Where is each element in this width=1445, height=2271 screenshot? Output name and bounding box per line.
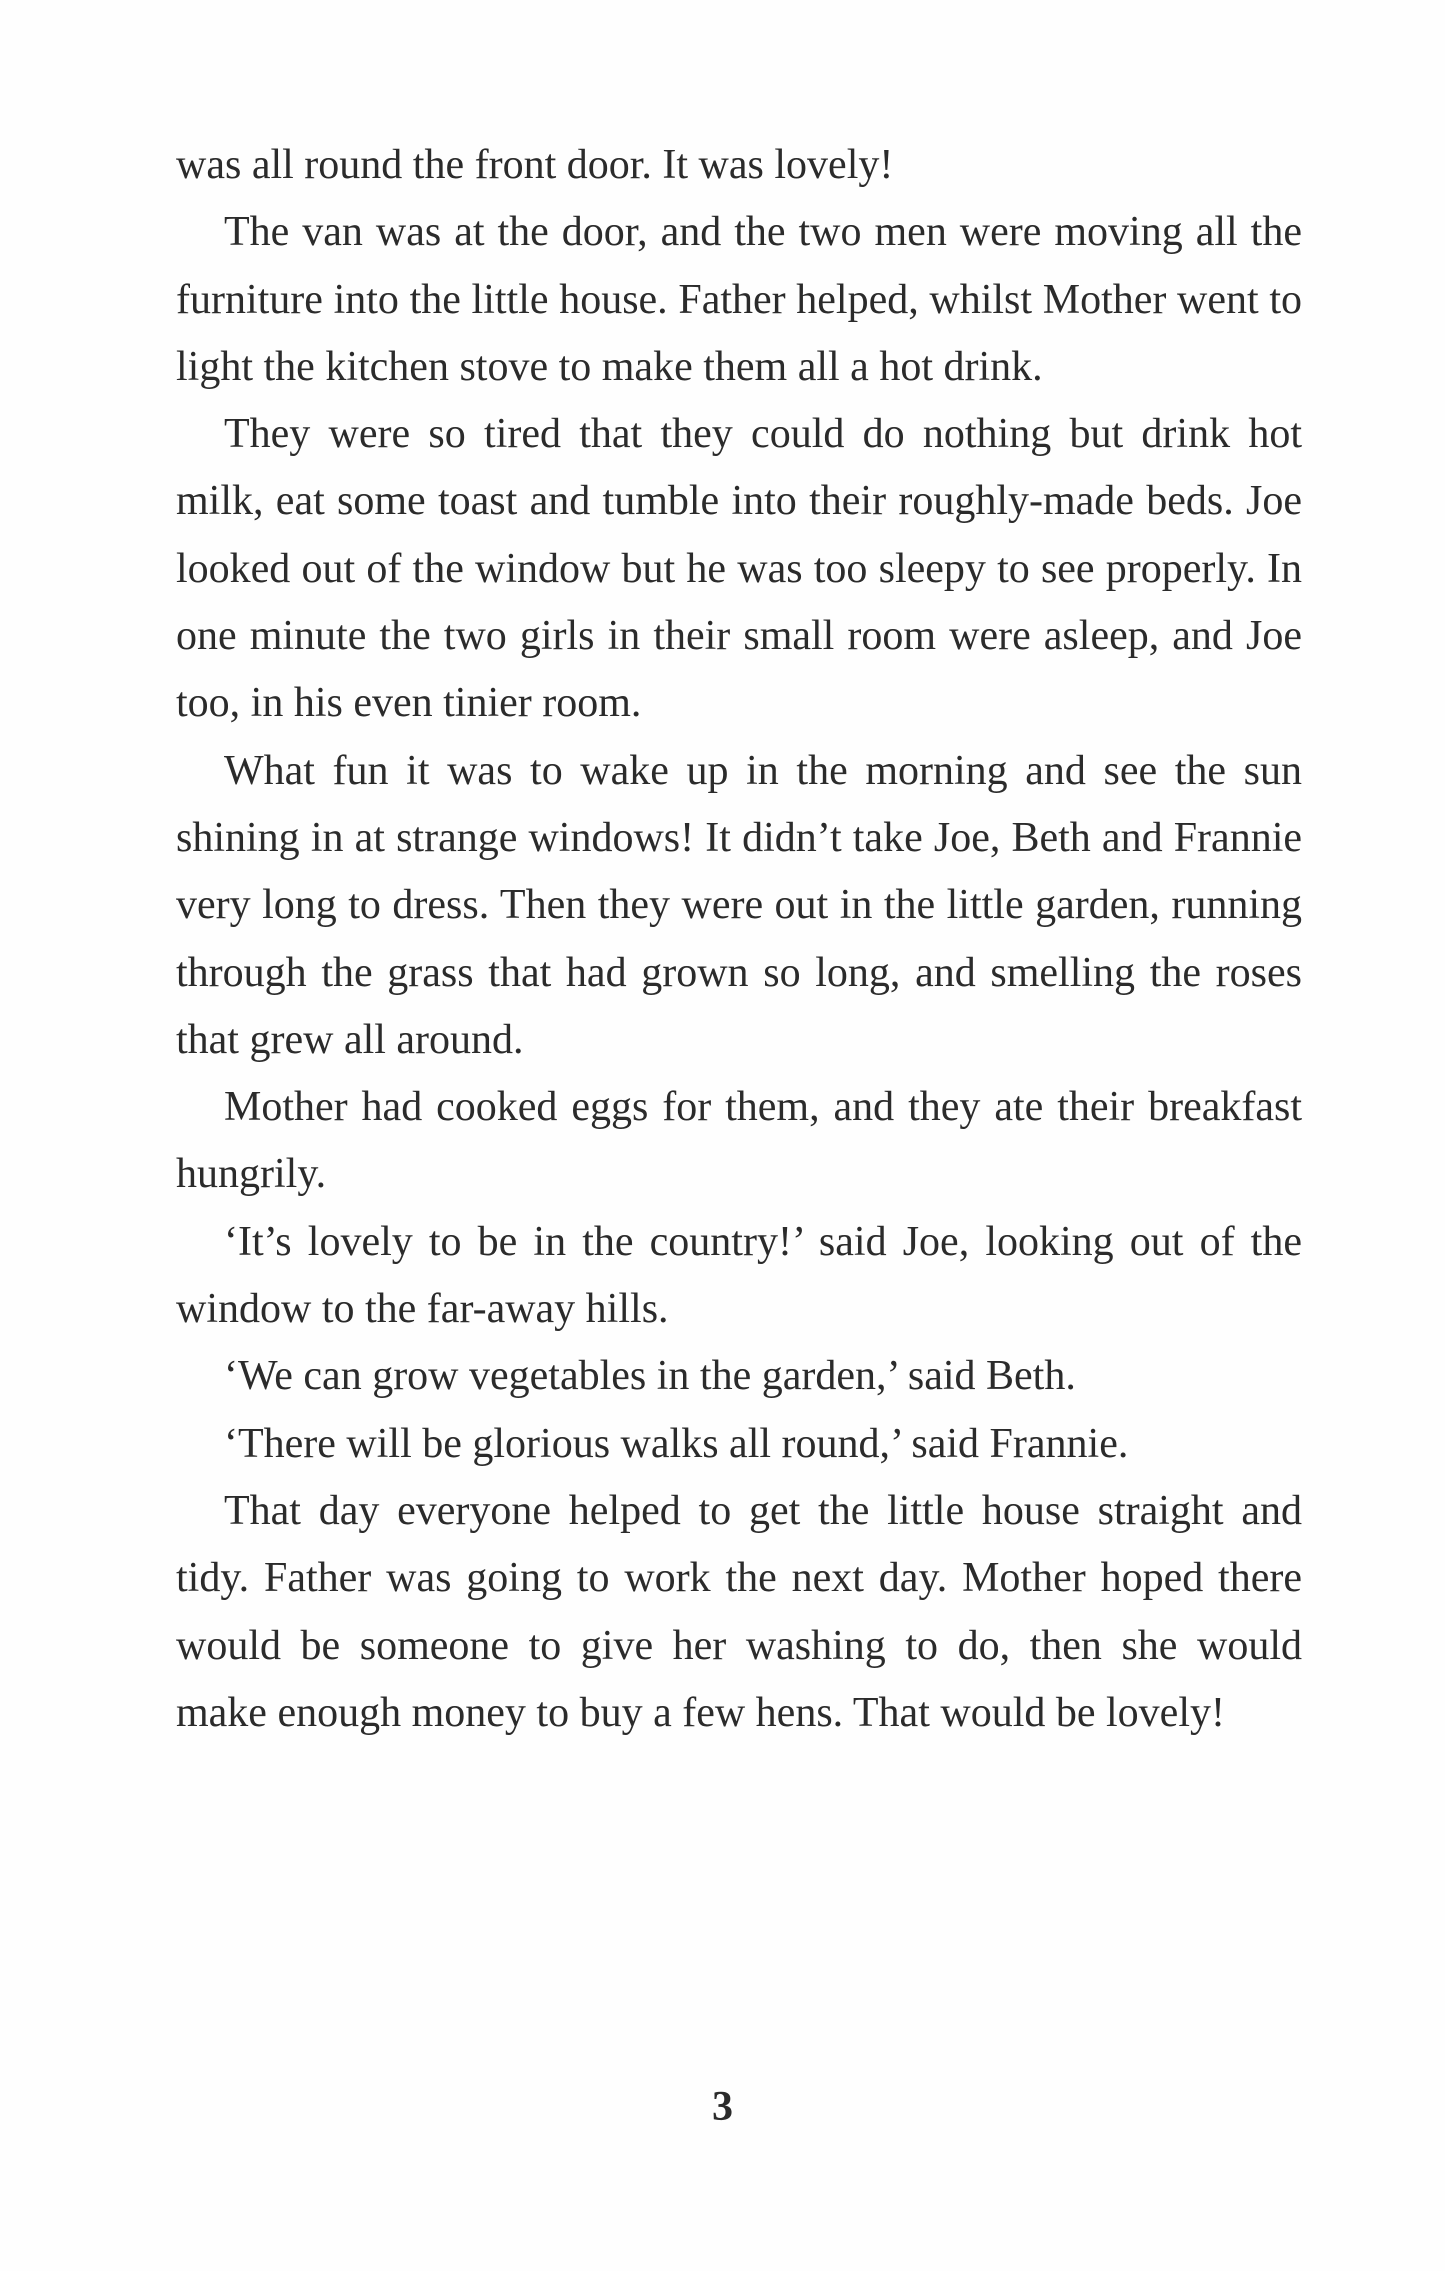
paragraph: They were so tired that they could do nothing but drink hot milk, eat some toast and tumble into their roughly-made beds. Joe looked out of the window but he was too sleepy to see properly. In one minute the two girls in their small room were asleep, and Joe too, in his even tinier room. [176, 411, 1302, 727]
paragraph: ‘We can grow vegetables in the garden,’ said Beth. [224, 1353, 1076, 1400]
body-text [176, 132, 1302, 1747]
paragraph: ‘There will be glorious walks all round,’ said Frannie. [224, 1420, 1129, 1467]
paragraph: ‘It’s lovely to be in the country!’ said Joe, looking out of the window to the far-away hills. [176, 1218, 1302, 1333]
page-number: 3 [712, 2084, 733, 2130]
paragraph: That day everyone helped to get the little house straight and tidy. Father was going to work the next day. Mother hoped there would be someone to give her washing to do, then she would make enough money to buy a few hens. That would be lovely! [176, 1487, 1302, 1736]
paragraph: What fun it was to wake up in the morning and see the sun shining in at strange windows! It didn’t take Joe, Beth and Frannie very long to dress. Then they were out in the little garden, running through the grass that had grown so long, and smelling the roses that grew all around. [176, 747, 1302, 1063]
paragraph-continued: was all round the front door. It was lovely! [176, 142, 894, 188]
paragraph: Mother had cooked eggs for them, and they ate their breakfast hungrily. [176, 1084, 1302, 1198]
paragraph: The van was at the door, and the two men were moving all the furniture into the little house. Father helped, whilst Mother went to light the kitchen stove to make them all a hot drink. [176, 209, 1302, 390]
